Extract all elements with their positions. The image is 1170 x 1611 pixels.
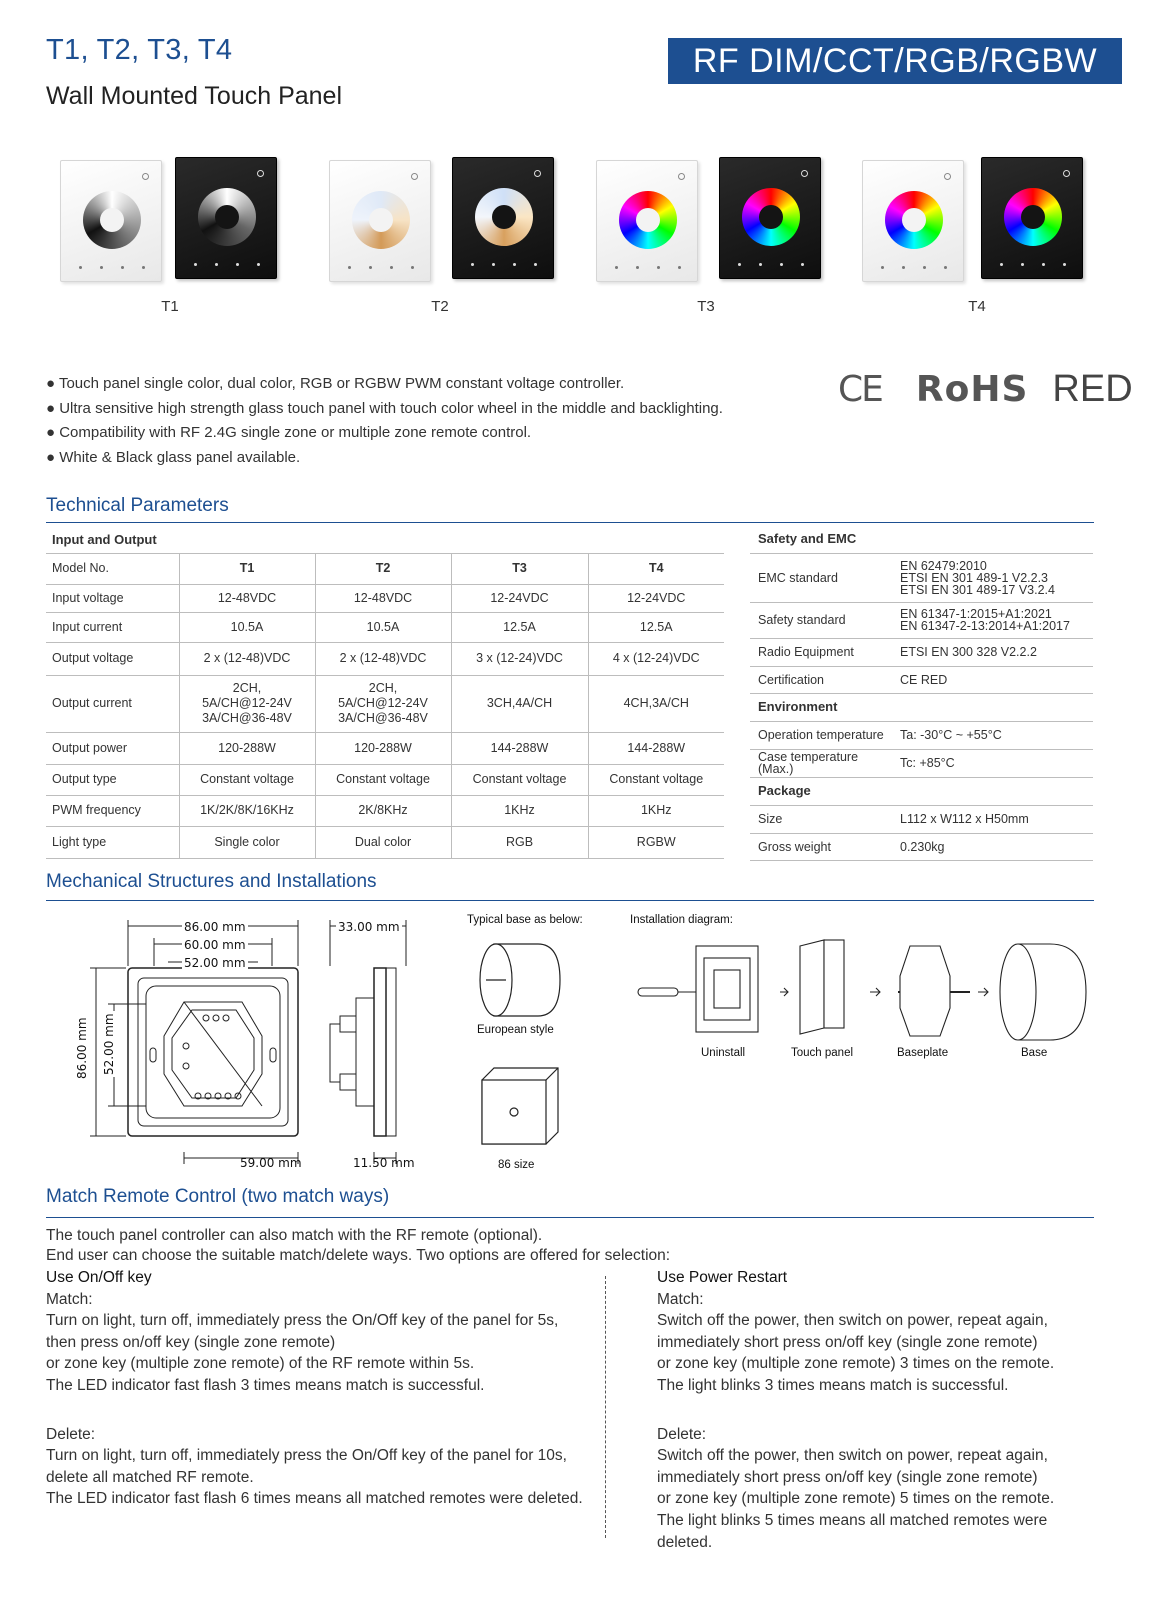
environment-heading: Environment — [750, 693, 1093, 721]
product-label-t3: T3 — [697, 298, 715, 315]
product-label-t2: T2 — [431, 298, 449, 315]
page-title: T1, T2, T3, T4 — [46, 34, 233, 66]
table-row: PWM frequency 1K/2K/8K/16KHz 2K/8KHz 1KHz 1KHz — [46, 795, 724, 826]
tech-rule — [46, 522, 1094, 523]
feature-item: ● White & Black glass panel available. — [46, 448, 301, 466]
european-base-icon — [474, 936, 566, 1026]
red-logo: RED — [1052, 368, 1133, 410]
86-size-label: 86 size — [498, 1159, 535, 1171]
match-left-column: Use On/Off key Match: Turn on light, turn off, immediately press the On/Off key of the panel for 5s, then press on/off key (single zone remote) or zone key (multiple zone remote) of the RF remote within 5s. The LED indicator fast flash 3 times means match is successful. Delete: Turn on light, turn off, immediately press the On/Off key of the panel for 10s, delete all matched RF remote. The LED indicator fast flash 6 times means all matched remotes were deleted. — [46, 1267, 596, 1510]
dim-height-86: 86.00 mm — [75, 1017, 89, 1079]
typical-base-label: Typical base as below: — [467, 914, 583, 926]
dim-height-52: 52.00 mm — [102, 1013, 116, 1075]
table-row: EMC standard EN 62479:2010 ETSI EN 301 489-1 V2.2.3 ETSI EN 301 489-17 V3.2.4 — [750, 553, 1093, 602]
table-row: Output voltage 2 x (12-48)VDC 2 x (12-48)VDC 3 x (12-24)VDC 4 x (12-24)VDC — [46, 642, 724, 675]
feature-item: ● Ultra sensitive high strength glass touch panel with touch color wheel in the middle and backlighting. — [46, 399, 723, 417]
table-row: Output type Constant voltage Constant voltage Constant voltage Constant voltage — [46, 764, 724, 795]
step-touch-panel: Touch panel — [791, 1047, 854, 1059]
match-right-column: Use Power Restart Match: Switch off the power, then switch on power, repeat again, immediately short press on/off key (single zone remote) or zone key (multiple zone remote) 3 times on the remote. The light blinks 3 times means match is successful. Delete: Switch off the power, then switch on power, repeat again, immediately short press on/off key (single zone remote) or zone key (multiple zone remote) 5 times on the remote. The light blinks 5 times means all matched remotes were deleted. — [657, 1267, 1097, 1553]
dim-thickness-11: 11.50 mm — [353, 1156, 415, 1170]
table-row: Operation temperature Ta: -30°C ~ +55°C — [750, 721, 1093, 749]
table-row: Input voltage 12-48VDC 12-48VDC 12-24VDC 12-24VDC — [46, 584, 724, 612]
european-style-label: European style — [477, 1024, 554, 1036]
installation-diagram — [630, 936, 1094, 1046]
on-off-key-title: Use On/Off key — [46, 1269, 152, 1286]
dim-width-60: 60.00 mm — [184, 938, 246, 952]
86-box-icon — [474, 1060, 566, 1152]
product-label-t4: T4 — [968, 298, 986, 315]
page-subtitle: Wall Mounted Touch Panel — [46, 82, 343, 110]
match-heading: Match Remote Control (two match ways) — [46, 1186, 390, 1207]
match-intro: The touch panel controller can also match with the RF remote (optional). End user can choose the suitable match/delete ways. Two options are offered for selection: — [46, 1227, 671, 1264]
feature-item: ● Compatibility with RF 2.4G single zone or multiple zone remote control. — [46, 424, 532, 441]
dim-width-59: 59.00 mm — [240, 1156, 302, 1170]
table-row: Output power 120-288W 120-288W 144-288W 144-288W — [46, 732, 724, 764]
mechanical-rule — [46, 900, 1094, 901]
tech-heading: Technical Parameters — [46, 495, 229, 516]
mechanical-heading: Mechanical Structures and Installations — [46, 871, 377, 892]
dim-width-52: 52.00 mm — [184, 956, 246, 970]
match-rule — [46, 1217, 1094, 1218]
io-table — [46, 526, 724, 859]
product-banner: RF DIM/CCT/RGB/RGBW — [668, 38, 1122, 84]
table-row: Safety standard EN 61347-1:2015+A1:2021 EN 61347-2-13:2014+A1:2017 — [750, 602, 1093, 638]
table-row: Certification CE RED — [750, 666, 1093, 693]
rohs-logo: RoHS — [915, 369, 1029, 410]
installation-diagram-label: Installation diagram: — [630, 914, 733, 926]
mechanical-drawing — [46, 906, 1094, 1182]
feature-list — [46, 372, 723, 470]
step-base: Base — [1021, 1047, 1048, 1059]
table-row: Output current 2CH, 5A/CH@12-24V 3A/CH@36-48V 2CH, 5A/CH@12-24V 3A/CH@36-48V 3CH,4A/CH 4CH,3A/CH — [46, 675, 724, 732]
io-heading: Input and Output — [46, 526, 724, 553]
feature-item: ● Touch panel single color, dual color, RGB or RGBW PWM constant voltage controller. — [46, 375, 625, 392]
safety-heading: Safety and EMC — [750, 526, 1093, 553]
table-row: Model No. T1 T2 T3 T4 — [46, 553, 724, 584]
dim-depth-33: 33.00 mm — [338, 920, 400, 934]
table-row: Gross weight 0.230kg — [750, 833, 1093, 860]
table-row: Radio Equipment ETSI EN 300 328 V2.2.2 — [750, 638, 1093, 666]
package-heading: Package — [750, 777, 1093, 805]
safety-table — [750, 526, 1093, 861]
ce-logo: CE — [838, 369, 882, 410]
power-restart-title: Use Power Restart — [657, 1269, 788, 1286]
column-divider — [605, 1276, 606, 1538]
step-baseplate: Baseplate — [897, 1047, 949, 1059]
certification-logos — [838, 368, 1133, 411]
product-label-t1: T1 — [161, 298, 179, 315]
dim-width-86: 86.00 mm — [184, 920, 246, 934]
table-row: Case temperature (Max.) Tc: +85°C — [750, 749, 1093, 777]
table-row: Input current 10.5A 10.5A 12.5A 12.5A — [46, 612, 724, 642]
side-view-drawing — [316, 906, 466, 1182]
table-row: Light type Single color Dual color RGB RGBW — [46, 826, 724, 858]
step-uninstall: Uninstall — [701, 1047, 746, 1059]
table-row: Size L112 x W112 x H50mm — [750, 805, 1093, 833]
